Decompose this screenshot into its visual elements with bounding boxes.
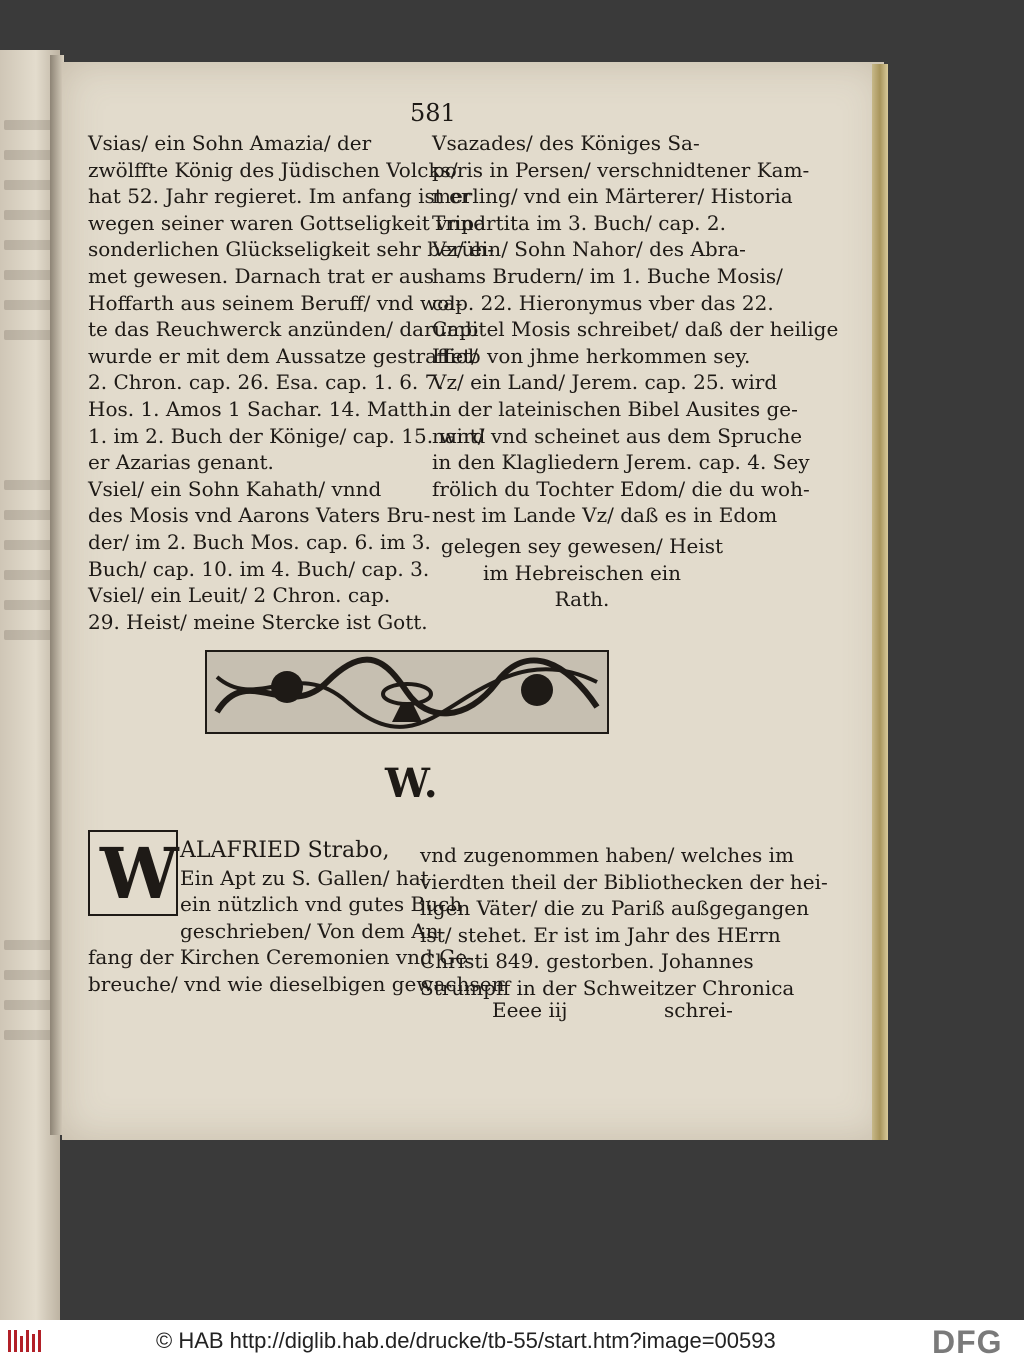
text-line: Vz/ ein/ Sohn Nahor/ des Abra- [432, 237, 746, 262]
text-line: Capitel Mosis schreibet/ daß der heilige [432, 317, 839, 342]
text-line: zwölffte König des Jüdischen Volcks/ [88, 157, 458, 182]
text-line: Vsazades/ des Königes Sa- [432, 131, 700, 155]
text-line: Vsias/ ein Sohn Amazia/ der [88, 131, 372, 155]
ornament-vines-icon [207, 652, 607, 732]
viewer-footer [0, 1320, 1024, 1362]
dfg-logo: DFG [932, 1324, 1003, 1360]
text-line: fang der Kirchen Ceremonien vnd Ge- [88, 945, 474, 970]
text-line: Christi 849. gestorben. Johannes [420, 949, 754, 974]
text-line: ligen Väter/ die zu Pariß außgegangen [420, 896, 809, 921]
text-line: in den Klagliedern Jerem. cap. 4. Sey [432, 450, 810, 475]
signature-mark: Eeee iij [492, 998, 568, 1022]
text-line: ist/ stehet. Er ist im Jahr des HErrn [420, 922, 781, 947]
catchword: schrei- [664, 998, 733, 1022]
right-column-tail [432, 533, 732, 613]
text-line: in der lateinischen Bibel Ausites ge- [432, 396, 798, 421]
text-line: cap. 22. Hieronymus vber das 22. [432, 290, 774, 315]
text-line: breuche/ vnd wie dieselbigen gewachsen [88, 971, 505, 996]
text-line: ALAFRIED Strabo, [180, 838, 390, 863]
section-heading: W. [385, 760, 438, 807]
text-line: hat 52. Jahr regieret. Im anfang ist er [88, 184, 471, 209]
text-line: vierdten theil der Bibliothecken der hei- [420, 869, 828, 894]
text-line: Vsiel/ ein Leuit/ 2 Chron. cap. [88, 583, 391, 608]
text-line: Strumpff in der Schweitzer Chronica [420, 975, 795, 1000]
text-line: des Mosis vnd Aarons Vaters Bru- [88, 503, 431, 528]
text-line: met gewesen. Darnach trat er aus [88, 263, 434, 288]
text-line: Hiob von jhme herkommen sey. [432, 343, 751, 368]
text-line: vnd zugenommen haben/ welches im [420, 843, 794, 867]
drop-cap-letter: W [100, 832, 179, 915]
text-line: te das Reuchwerck anzünden/ darumb [88, 317, 479, 342]
text-line: merling/ vnd ein Märterer/ Historia [432, 184, 793, 209]
text-line: Vz/ ein Land/ Jerem. cap. 25. wird [432, 370, 778, 395]
text-line: ein nützlich vnd gutes Buch [180, 892, 463, 917]
text-line: poris in Persen/ verschnidtener Kam- [432, 157, 810, 182]
text-line: er Azarias genant. [88, 450, 274, 475]
text-line: wurde er mit dem Aussatze gestraffet/ [88, 343, 478, 368]
text-line: nest im Lande Vz/ daß es in Edom [432, 503, 778, 528]
text-line: Vsiel/ ein Sohn Kahath/ vnnd [88, 476, 382, 501]
text-line: im Hebreischen ein [482, 560, 682, 585]
page-number: 581 [410, 99, 456, 127]
copyright-link[interactable]: © HAB http://diglib.hab.de/drucke/tb-55/start.htm?image=00593 [156, 1328, 776, 1353]
text-line: Hos. 1. Amos 1 Sachar. 14. Matth. [88, 396, 435, 421]
bottom-right-paragraph [420, 842, 828, 1002]
woodcut-ornament [205, 650, 609, 734]
text-line: 2. Chron. cap. 26. Esa. cap. 1. 6. 7. [88, 370, 444, 395]
text-line: Rath. [554, 587, 610, 612]
text-line: sonderlichen Glückseligkeit sehr berüh- [88, 237, 494, 262]
text-line: frölich du Tochter Edom/ die du woh- [432, 476, 810, 501]
text-line: Hoffarth aus seinem Beruff/ vnd wol- [88, 290, 463, 315]
text-line: geschrieben/ Von dem An- [180, 918, 446, 943]
page-block-edge [872, 64, 888, 1140]
text-line: Ein Apt zu S. Gallen/ hat [180, 865, 429, 890]
text-line: Tripartita im 3. Buch/ cap. 2. [432, 210, 726, 235]
text-line: der/ im 2. Buch Mos. cap. 6. im 3. [88, 529, 431, 554]
text-line: nant/ vnd scheinet aus dem Spruche [432, 423, 803, 448]
text-line: hams Brudern/ im 1. Buche Mosis/ [432, 263, 783, 288]
hab-logo-icon [8, 1330, 42, 1352]
text-line: gelegen sey gewesen/ Heist [440, 534, 724, 558]
text-line: 29. Heist/ meine Stercke ist Gott. [88, 609, 428, 634]
text-line: Buch/ cap. 10. im 4. Buch/ cap. 3. [88, 556, 430, 581]
right-text-column [432, 130, 838, 529]
text-line: 1. im 2. Buch der Könige/ cap. 15. wird [88, 423, 486, 448]
text-line: wegen seiner waren Gottseligkeit vnnd [88, 210, 487, 235]
